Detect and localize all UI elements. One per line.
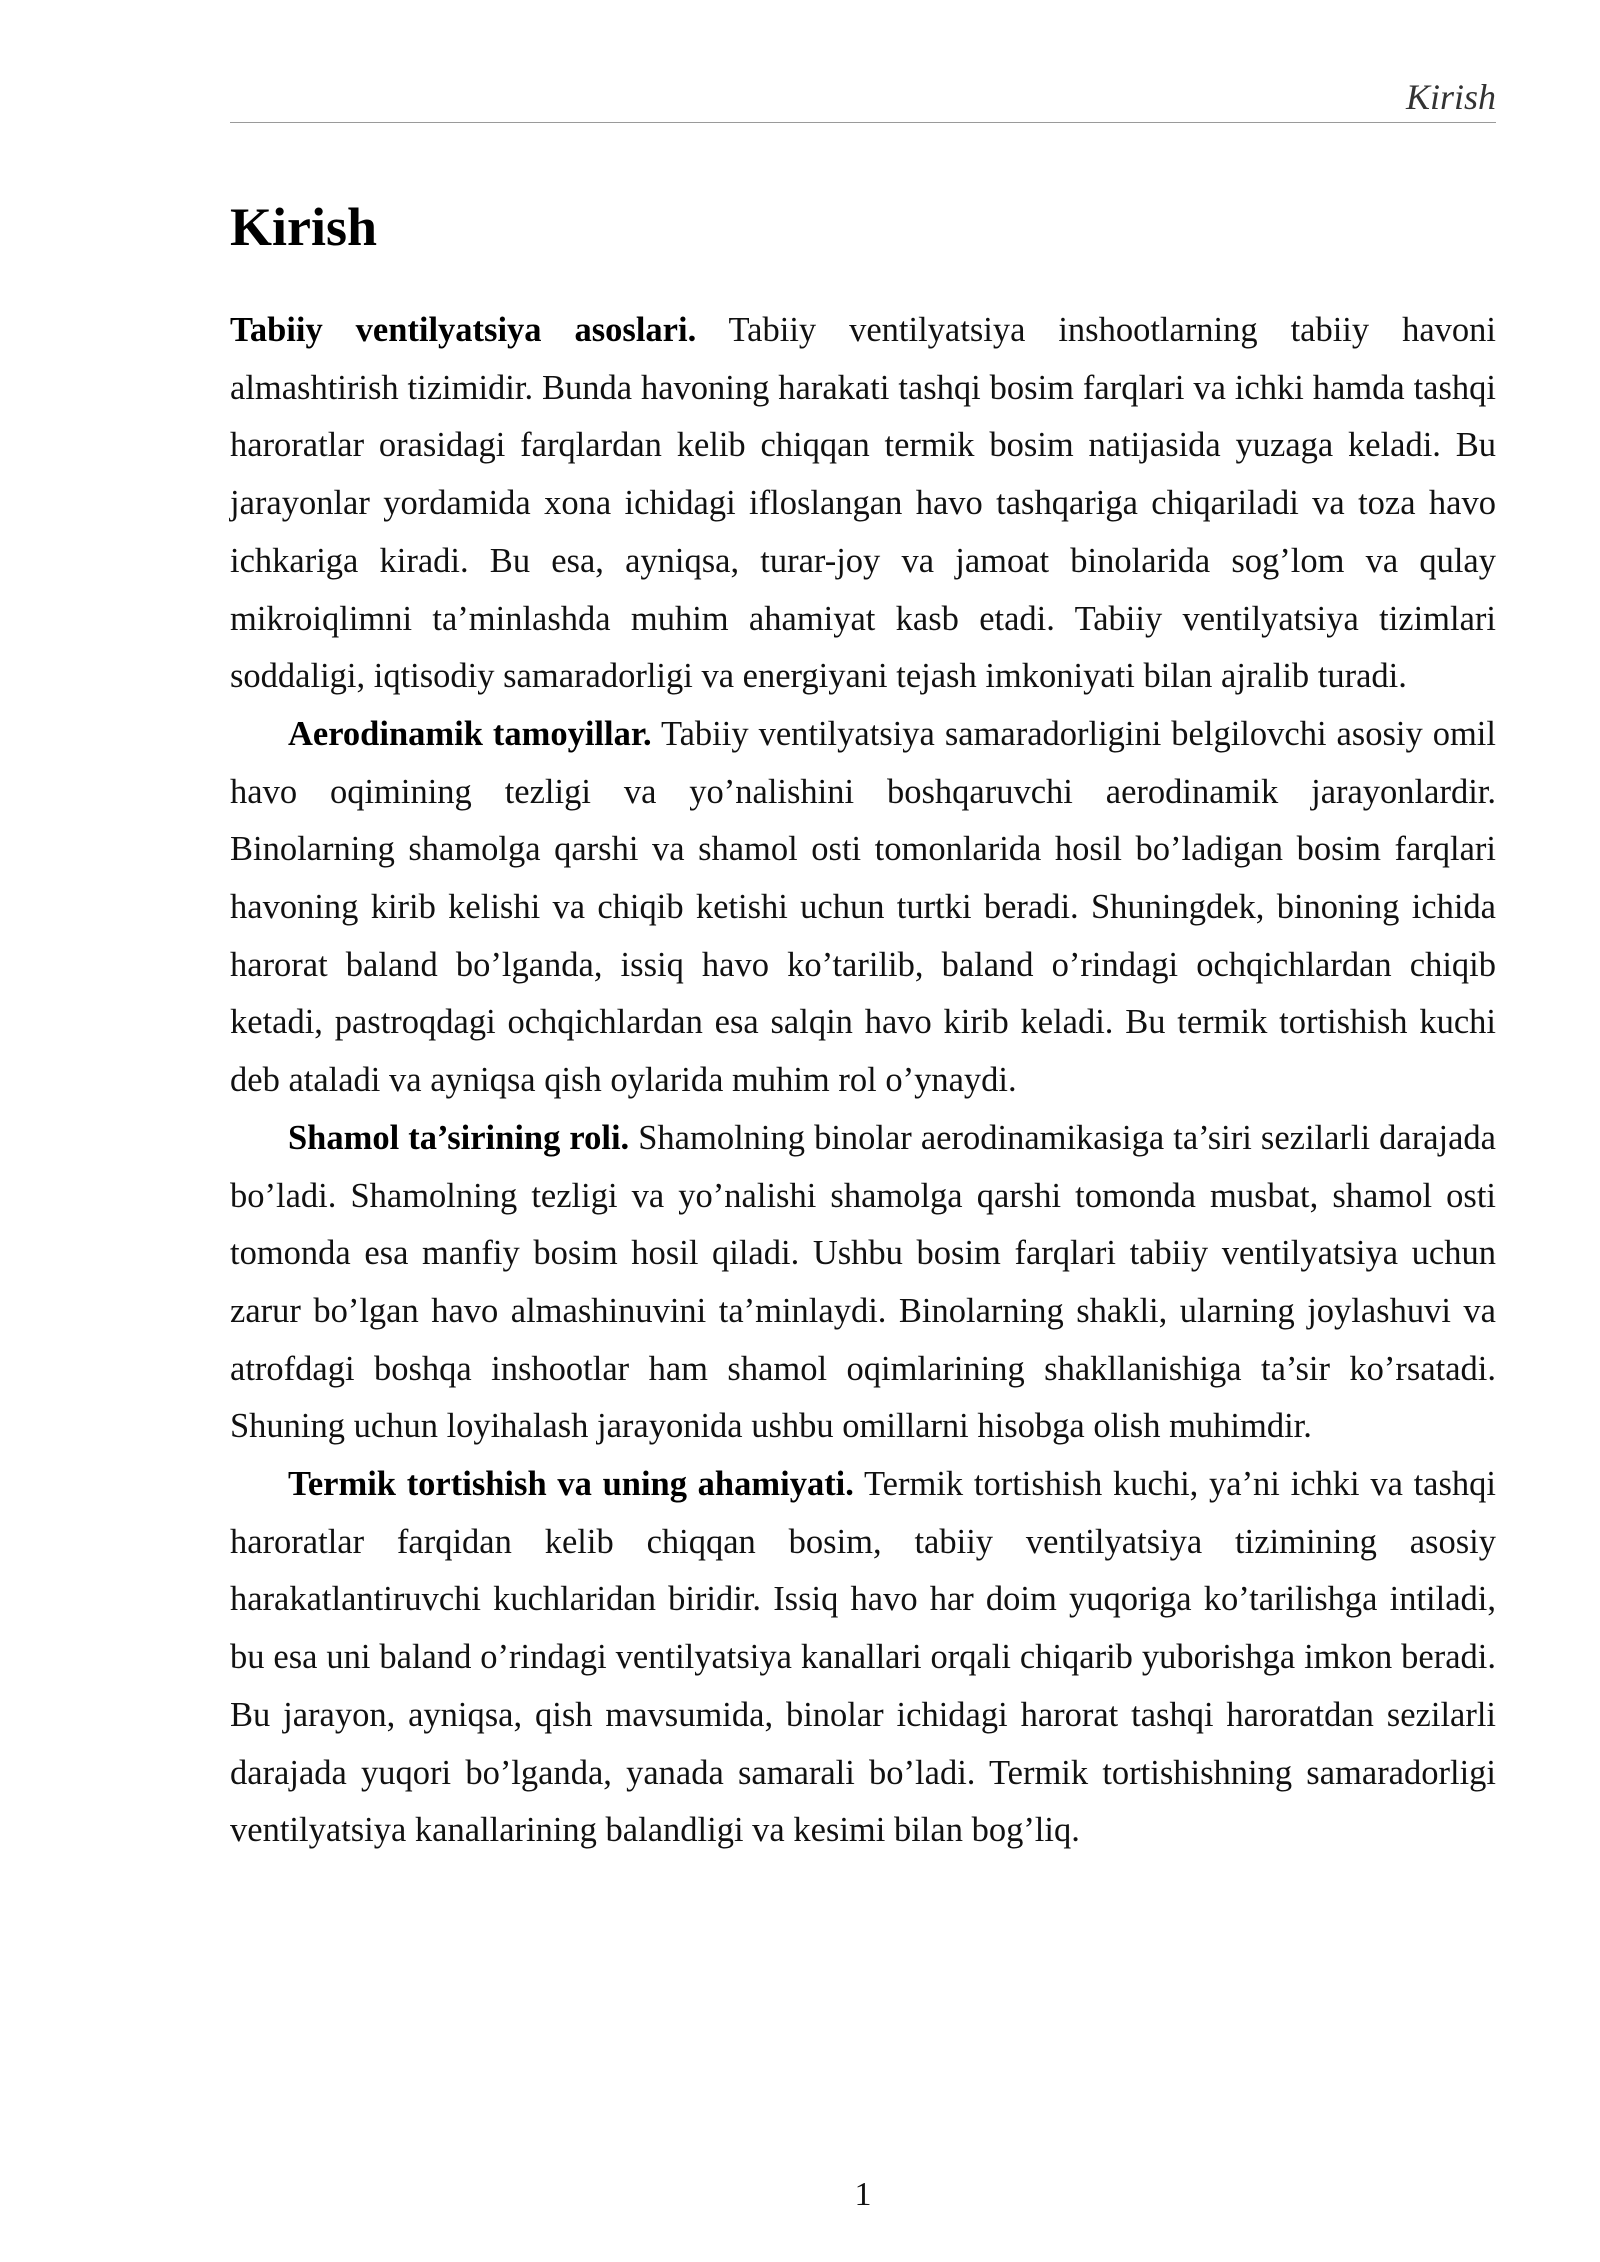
- body-text: [230, 302, 1496, 1860]
- running-header-title: Kirish: [1405, 77, 1496, 117]
- page-number: 1: [854, 2176, 872, 2213]
- document-page: [230, 0, 1496, 2262]
- paragraph-natural-ventilation-basics: [230, 302, 1496, 706]
- paragraph-body: Tabiiy ventilyatsiya inshootlarning tabiiy havoni almashtirish tizimidir. Bunda havoning harakati tashqi bosim farqlari va ichki hamda tashqi haroratlar orasidagi farqlardan kelib chiqqan termik bosim natijasida yuzaga keladi. Bu jarayonlar yordamida xona ichidagi ifloslangan havo tashqariga chiqariladi va toza havo ichkariga kiradi. Bu esa, ayniqsa, turar-joy va jamoat binolarida sog’lom va qulay mikroiqlimni ta’minlashda muhim ahamiyat kasb etadi. Tabiiy ventilyatsiya tizimlari soddaligi, iqtisodiy samaradorligi va energiyani tejash imkoniyati bilan ajralib turadi.: [230, 311, 1496, 696]
- chapter-title: Kirish: [230, 197, 378, 257]
- paragraph-heading: Termik tortishish va uning ahamiyati.: [288, 1465, 854, 1504]
- paragraph-body: Shamolning binolar aerodinamikasiga ta’siri sezilarli darajada bo’ladi. Shamolning tezligi va yo’nalishi shamolga qarshi tomonda musbat, shamol osti tomonda esa manfiy bosim hosil qiladi. Ushbu bosim farqlari tabiiy ventilyatsiya uchun zarur bo’lgan havo almashinuvini ta’minlaydi. Binolarning shakli, ularning joylashuvi va atrofdagi boshqa inshootlar ham shamol oqimlarining shakllanishiga ta’sir ko’rsatadi. Shuning uchun loyihalash jarayonida ushbu omillarni hisobga olish muhimdir.: [230, 1118, 1496, 1446]
- paragraph-heading: Shamol ta’sirining roli.: [288, 1118, 630, 1157]
- paragraph-aerodynamic-principles: [230, 706, 1496, 1110]
- paragraph-heading: Aerodinamik tamoyillar.: [288, 714, 652, 753]
- paragraph-heading: Tabiiy ventilyatsiya asoslari.: [230, 311, 697, 349]
- paragraph-body: Termik tortishish kuchi, ya’ni ichki va tashqi haroratlar farqidan kelib chiqqan bosim, tabiiy ventilyatsiya tizimining asosiy harakatlantiruvchi kuchlaridan biridir. Issiq havo har doim yuqoriga ko’tarilishga intiladi, bu esa uni baland o’rindagi ventilyatsiya kanallari orqali chiqarib yuborishga imkon beradi. Bu jarayon, ayniqsa, qish mavsumida, binolar ichidagi harorat tashqi haroratdan sezilarli darajada yuqori bo’lganda, yanada samarali bo’ladi. Termik tortishishning samaradorligi ventilyatsiya kanallarining balandligi va kesimi bilan bog’liq.: [230, 1465, 1497, 1850]
- running-header: [230, 72, 1496, 123]
- paragraph-wind-effect: [230, 1110, 1496, 1456]
- paragraph-body: Tabiiy ventilyatsiya samaradorligini belgilovchi asosiy omil havo oqimining tezligi va yo’nalishini boshqaruvchi aerodinamik jarayonlardir. Binolarning shamolga qarshi va shamol osti tomonlarida hosil bo’ladigan bosim farqlari havoning kirib kelishi va chiqib ketishi uchun turtki beradi. Shuningdek, binoning ichida harorat baland bo’lganda, issiq havo ko’tarilib, baland o’rindagi ochqichlardan chiqib ketadi, pastroqdagi ochqichlardan esa salqin havo kirib keladi. Bu termik tortishish kuchi deb ataladi va ayniqsa qish oylarida muhim rol o’ynaydi.: [230, 714, 1496, 1100]
- paragraph-thermal-draft: [230, 1456, 1496, 1860]
